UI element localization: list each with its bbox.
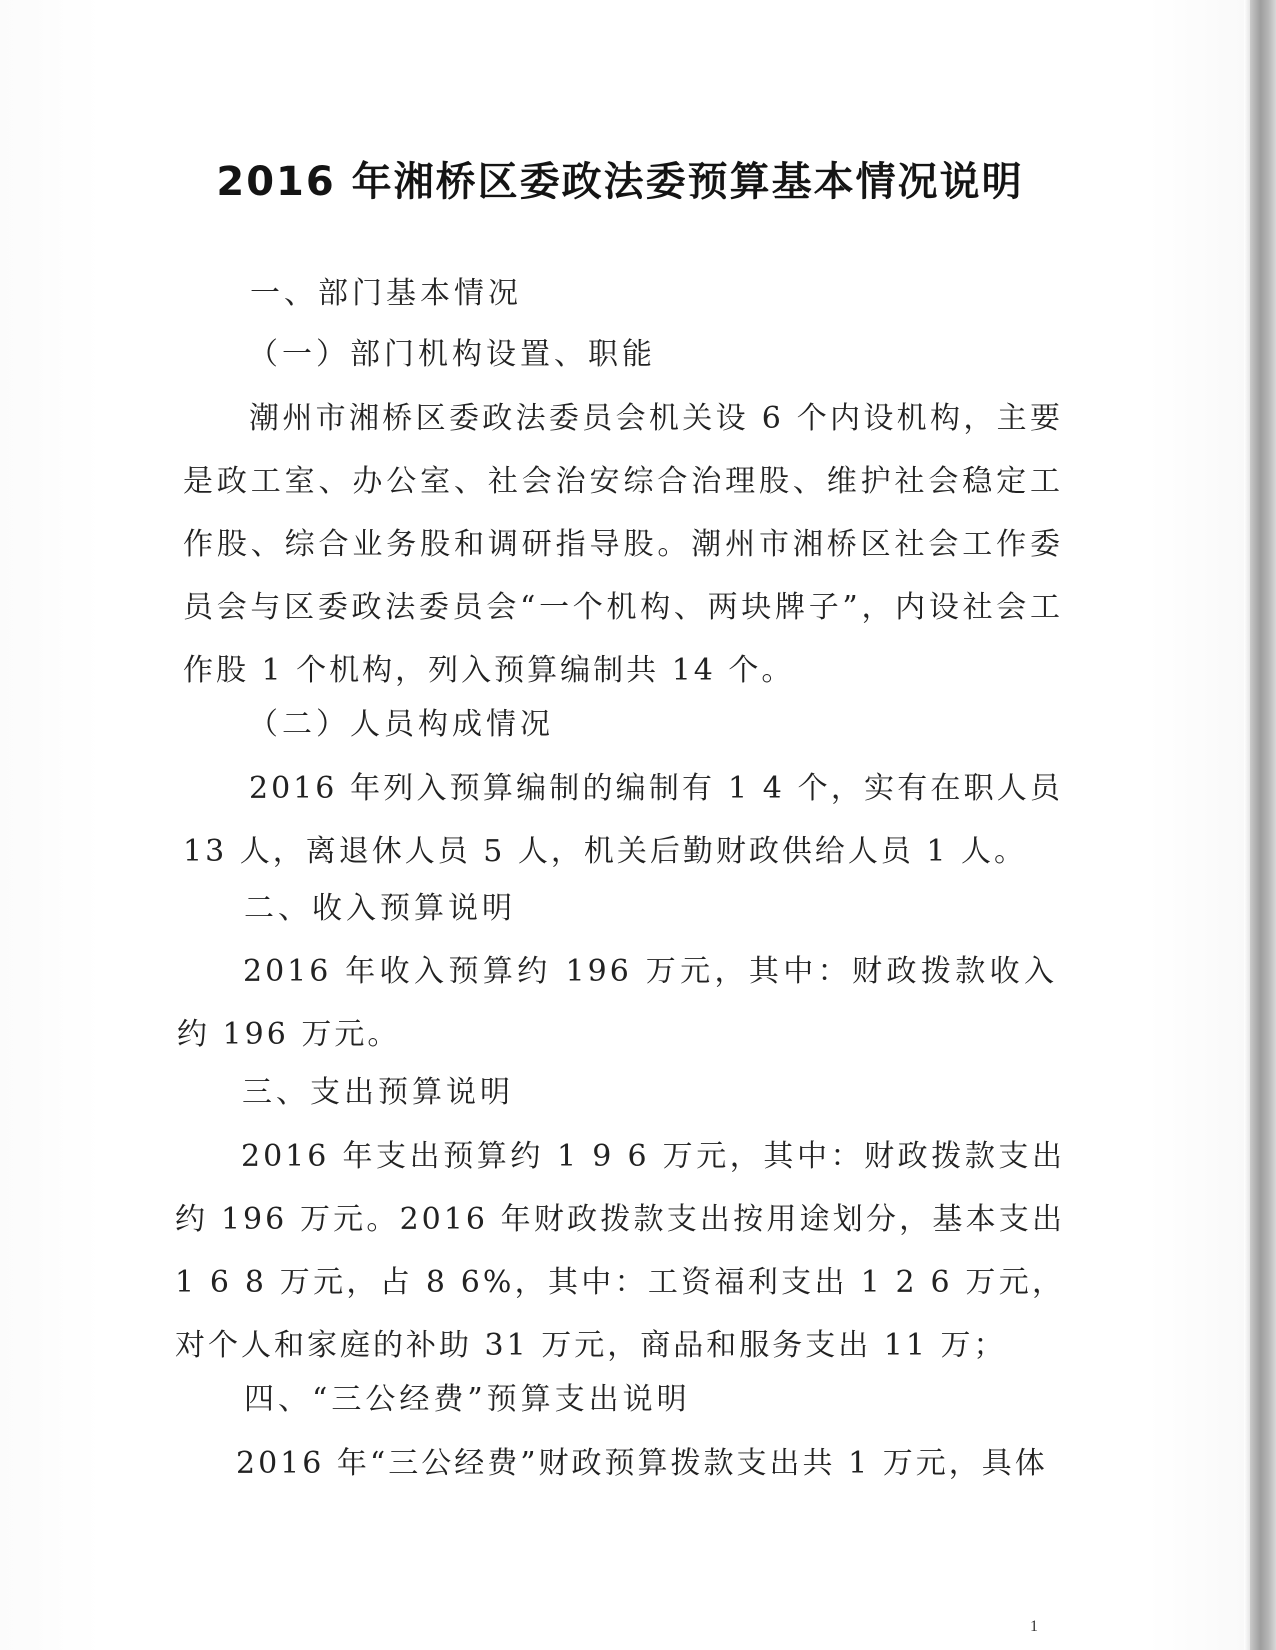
section-heading-1: 一、部门基本情况 <box>250 276 522 311</box>
paragraph-org-structure: 潮州市湘桥区委政法委员会机关设 6 个内设机构，主要是政工室、办公室、社会治安综合治理股、维护社会稳定工作股、综合业务股和调研指导股。潮州市湘桥区社会工作委员会与区委政法委员会“一个机构、两块牌子”，内设社会工作股 1 个机构，列入预算编制共 14 个。 <box>183 401 1063 688</box>
page-number: 1 <box>1030 1618 1038 1635</box>
document-title: 2016 年湘桥区委政法委预算基本情况说明 <box>216 159 1024 205</box>
paragraph-income-budget: 2016 年收入预算约 196 万元，其中：财政拨款收入约 196 万元。 <box>177 954 1057 1052</box>
subsection-heading-1-2: （二）人员构成情况 <box>248 707 554 742</box>
scan-edge-shadow <box>1250 0 1276 1650</box>
subsection-heading-1-1: （一）部门机构设置、职能 <box>248 337 656 372</box>
section-heading-4: 四、“三公经费”预算支出说明 <box>244 1382 691 1417</box>
paragraph-expenditure-budget: 2016 年支出预算约 1 9 6 万元，其中：财政拨款支出约 196 万元。2016 年财政拨款支出按用途划分，基本支出 1 6 8 万元，占 8 6%，其中：工资福利支出 1 2 6 万元，对个人和家庭的补助 31 万元，商品和服务支出 11 万； <box>175 1139 1065 1363</box>
section-heading-3: 三、支出预算说明 <box>242 1075 514 1110</box>
paragraph-staffing: 2016 年列入预算编制的编制有 1 4 个，实有在职人员 13 人，离退休人员 5 人，机关后勤财政供给人员 1 人。 <box>183 771 1063 869</box>
section-heading-2: 二、收入预算说明 <box>244 891 516 926</box>
paragraph-three-public-expenses: 2016 年“三公经费”财政预算拨款支出共 1 万元，具体 <box>236 1446 1048 1481</box>
